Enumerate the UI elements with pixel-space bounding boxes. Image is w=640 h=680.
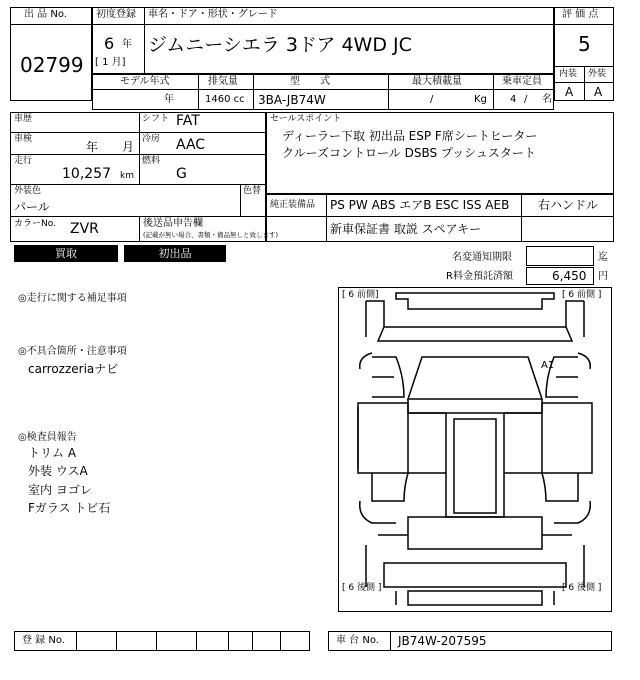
car-outline-diagram	[338, 287, 612, 612]
inspection-month-unit: 月	[122, 140, 135, 154]
color-number: ZVR	[70, 221, 99, 237]
model-year-label: モデル年式	[120, 76, 170, 87]
lot-number: 02799	[20, 53, 84, 77]
exterior-color: パール	[14, 200, 50, 214]
max-load-unit: Kg	[474, 94, 487, 105]
capacity-value: 4	[510, 94, 517, 105]
first-registration-year: 6	[104, 34, 115, 53]
late-documents-note: (記載が無い場合、書類・備品無しと致します)	[143, 231, 279, 239]
repaint-label: 色替	[243, 186, 262, 196]
late-documents-label: 後送品申告欄	[143, 218, 203, 229]
chassis-number: JB74W-207595	[398, 634, 487, 648]
defects-title: ◎不具合箇所・注意事項	[18, 346, 127, 357]
model-year-unit: 年	[164, 94, 174, 105]
inspector-report-title: ◎検査員報告	[18, 432, 77, 443]
diagram-front-left-label: [ 6 前側]	[342, 290, 379, 300]
equipment: PS PW ABS エアB ESC ISS AEB	[330, 198, 510, 212]
name-change-deadline-unit: 迄	[598, 252, 608, 263]
displacement-label: 排気量	[208, 76, 238, 87]
fuel-label: 燃料	[142, 156, 161, 166]
mileage: 10,257	[62, 166, 111, 182]
sales-point-label: セールスポイント	[270, 114, 342, 124]
name-change-deadline-box	[526, 246, 594, 266]
shift-label: シフト	[142, 114, 170, 124]
mileage-label: 走行	[14, 156, 33, 166]
inspector-item: 外装 ウスA	[28, 464, 88, 478]
ac-label: 冷房	[142, 134, 161, 144]
inspector-item: Fガラス トビ石	[28, 501, 111, 515]
diagram-rear-right-label: [ 6 後側 ]	[562, 583, 602, 593]
score: 5	[578, 32, 591, 56]
car-name-label: 車名・ドア・形状・グレード	[148, 9, 278, 20]
interior-grade-label: 内装	[559, 69, 578, 79]
type-label: 型 式	[290, 76, 330, 87]
first-registration-label: 初度登録	[96, 9, 136, 20]
warranty-documents: 新車保証書 取説 スペアキー	[330, 222, 482, 236]
inspection-year-unit: 年	[86, 140, 99, 154]
first-registration-month: [ 1 月]	[95, 57, 126, 68]
sales-point-line-1: ディーラー下取 初出品 ESP F席シートヒーター	[282, 129, 538, 143]
fuel: G	[176, 166, 187, 182]
exterior-grade-label: 外装	[588, 69, 607, 79]
name-change-deadline-label: 名変通知期限	[452, 252, 512, 263]
recycle-fee: 6,450	[552, 269, 587, 283]
diagram-rear-left-label: [ 6 後側 ]	[342, 583, 382, 593]
capacity-unit: 名	[542, 94, 552, 105]
exterior-grade: A	[594, 85, 603, 99]
lot-number-label: 出 品 No.	[24, 9, 67, 20]
chassis-number-label: 車 台 No.	[336, 635, 379, 646]
defects-item: carrozzeriaナビ	[28, 362, 119, 376]
interior-grade: A	[565, 85, 574, 99]
capacity-separator: /	[524, 94, 528, 105]
exterior-color-label: 外装色	[14, 186, 42, 196]
recycle-fee-unit: 円	[598, 271, 608, 282]
year-unit: 年	[122, 39, 132, 50]
inspector-item: 室内 ヨゴレ	[28, 483, 92, 497]
equipment-label: 純正装備品	[270, 200, 316, 210]
max-load-label: 最大積載量	[412, 76, 462, 87]
recycle-fee-label: R料金預託済額	[446, 271, 513, 282]
vehicle-type: 3BA-JB74W	[258, 93, 326, 107]
shift: FAT	[176, 113, 200, 129]
sales-point-line-2: クルーズコントロール DSBS プッシュスタート	[282, 146, 536, 160]
mileage-unit: km	[120, 171, 134, 181]
first-listing-badge: 初出品	[124, 245, 226, 262]
score-label: 評 価 点	[562, 9, 599, 20]
inspector-item: トリム A	[28, 446, 77, 460]
max-load-value: /	[430, 94, 434, 105]
purchase-badge: 買取	[14, 245, 118, 262]
displacement: 1460 cc	[205, 94, 245, 105]
diagram-front-right-label: [ 6 前側 ]	[562, 290, 602, 300]
history-label: 車歴	[14, 114, 33, 124]
steering-position: 右ハンドル	[538, 198, 599, 212]
capacity-label: 乗車定員	[502, 76, 542, 87]
damage-mark: A1	[541, 360, 555, 371]
color-number-label: カラーNo.	[14, 219, 56, 229]
driving-notes-title: ◎走行に関する補足事項	[18, 293, 127, 304]
air-conditioning: AAC	[176, 137, 206, 153]
registration-number-label: 登 録 No.	[22, 635, 65, 646]
car-name: ジムニーシエラ 3ドア 4WD JC	[148, 34, 412, 56]
inspection-label: 車検	[14, 134, 33, 144]
